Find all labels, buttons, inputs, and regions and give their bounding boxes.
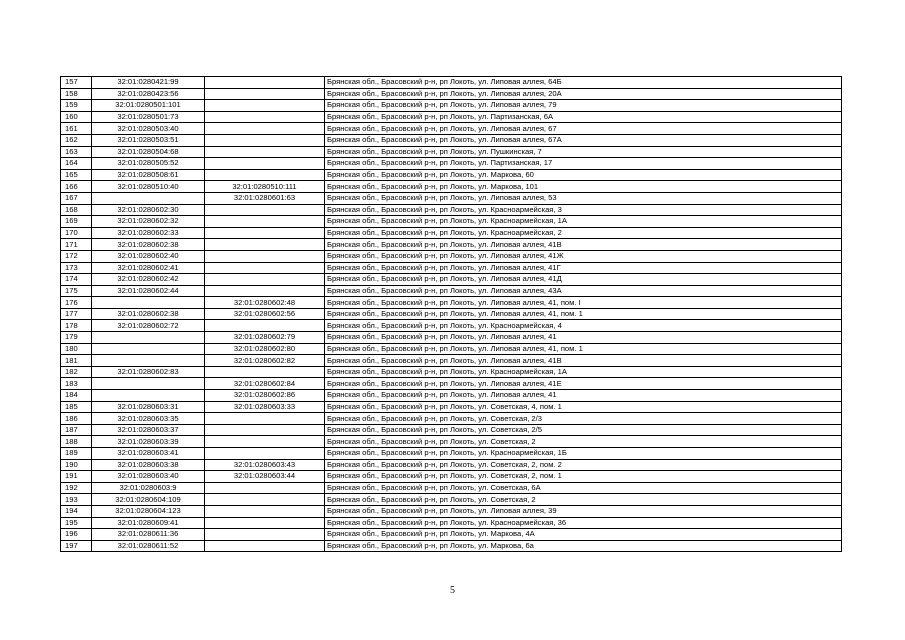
table-row (61, 146, 842, 158)
table-row (61, 134, 842, 146)
row-number-cell: 194 (61, 505, 92, 517)
row-number-cell: 184 (61, 390, 92, 402)
table-row (61, 250, 842, 262)
address-cell: Брянская обл., Брасовский р-н, рп Локоть, ул. Липовая аллея, 43А (325, 285, 842, 297)
row-number-cell: 164 (61, 158, 92, 170)
cadastral-number-cell: 32:01:0280611:52 (92, 540, 205, 552)
related-cadastral-number-cell (205, 216, 325, 228)
table-row (61, 448, 842, 460)
row-number-cell: 166 (61, 181, 92, 193)
cadastral-number-cell: 32:01:0280501:101 (92, 100, 205, 112)
related-cadastral-number-cell (205, 146, 325, 158)
address-cell: Брянская обл., Брасовский р-н, рп Локоть, ул. Липовая аллея, 79 (325, 100, 842, 112)
cadastral-number-cell: 32:01:0280602:30 (92, 204, 205, 216)
address-cell: Брянская обл., Брасовский р-н, рп Локоть, ул. Липовая аллея, 41, пом. 1 (325, 308, 842, 320)
row-number-cell: 159 (61, 100, 92, 112)
related-cadastral-number-cell (205, 239, 325, 251)
row-number-cell: 163 (61, 146, 92, 158)
cadastral-number-cell: 32:01:0280603:41 (92, 448, 205, 460)
table-row (61, 332, 842, 344)
row-number-cell: 165 (61, 169, 92, 181)
table-row (61, 88, 842, 100)
related-cadastral-number-cell (205, 482, 325, 494)
address-cell: Брянская обл., Брасовский р-н, рп Локоть, ул. Липовая аллея, 41Е (325, 378, 842, 390)
related-cadastral-number-cell (205, 158, 325, 170)
table-row (61, 216, 842, 228)
cadastral-number-cell: 32:01:0280501:73 (92, 111, 205, 123)
address-cell: Брянская обл., Брасовский р-н, рп Локоть, ул. Маркова, 6а (325, 540, 842, 552)
row-number-cell: 196 (61, 529, 92, 541)
table-row (61, 505, 842, 517)
table-row (61, 285, 842, 297)
address-cell: Брянская обл., Брасовский р-н, рп Локоть, ул. Советская, 2, пом. 2 (325, 459, 842, 471)
row-number-cell: 186 (61, 413, 92, 425)
table-row (61, 540, 842, 552)
address-cell: Брянская обл., Брасовский р-н, рп Локоть, ул. Липовая аллея, 53 (325, 192, 842, 204)
related-cadastral-number-cell: 32:01:0280603:33 (205, 401, 325, 413)
cadastral-number-cell (92, 390, 205, 402)
address-cell: Брянская обл., Брасовский р-н, рп Локоть, ул. Советская, 2/3 (325, 413, 842, 425)
related-cadastral-number-cell (205, 320, 325, 332)
cadastral-number-cell: 32:01:0280503:40 (92, 123, 205, 135)
cadastral-number-cell: 32:01:0280602:33 (92, 227, 205, 239)
row-number-cell: 162 (61, 134, 92, 146)
address-cell: Брянская обл., Брасовский р-н, рп Локоть, ул. Советская, 4, пом. 1 (325, 401, 842, 413)
cadastral-number-cell: 32:01:0280603:35 (92, 413, 205, 425)
related-cadastral-number-cell: 32:01:0280602:86 (205, 390, 325, 402)
related-cadastral-number-cell (205, 250, 325, 262)
address-cell: Брянская обл., Брасовский р-н, рп Локоть, ул. Липовая аллея, 39 (325, 505, 842, 517)
related-cadastral-number-cell (205, 262, 325, 274)
related-cadastral-number-cell (205, 285, 325, 297)
table-row (61, 111, 842, 123)
address-cell: Брянская обл., Брасовский р-н, рп Локоть, ул. Липовая аллея, 41Д (325, 274, 842, 286)
table-row (61, 204, 842, 216)
related-cadastral-number-cell (205, 448, 325, 460)
address-cell: Брянская обл., Брасовский р-н, рп Локоть, ул. Партизанская, 6А (325, 111, 842, 123)
row-number-cell: 161 (61, 123, 92, 135)
row-number-cell: 197 (61, 540, 92, 552)
cadastral-number-cell: 32:01:0280508:61 (92, 169, 205, 181)
row-number-cell: 185 (61, 401, 92, 413)
related-cadastral-number-cell (205, 100, 325, 112)
related-cadastral-number-cell (205, 529, 325, 541)
cadastral-number-cell: 32:01:0280603:40 (92, 471, 205, 483)
address-cell: Брянская обл., Брасовский р-н, рп Локоть, ул. Липовая аллея, 20А (325, 88, 842, 100)
address-cell: Брянская обл., Брасовский р-н, рп Локоть, ул. Липовая аллея, 41В (325, 239, 842, 251)
address-cell: Брянская обл., Брасовский р-н, рп Локоть, ул. Липовая аллея, 41 (325, 390, 842, 402)
row-number-cell: 176 (61, 297, 92, 309)
table-row (61, 158, 842, 170)
related-cadastral-number-cell: 32:01:0280601:63 (205, 192, 325, 204)
cadastral-number-cell (92, 378, 205, 390)
row-number-cell: 170 (61, 227, 92, 239)
row-number-cell: 174 (61, 274, 92, 286)
table-row (61, 100, 842, 112)
related-cadastral-number-cell: 32:01:0280510:111 (205, 181, 325, 193)
row-number-cell: 191 (61, 471, 92, 483)
table-row (61, 482, 842, 494)
related-cadastral-number-cell (205, 88, 325, 100)
related-cadastral-number-cell (205, 134, 325, 146)
table-row (61, 297, 842, 309)
related-cadastral-number-cell: 32:01:0280602:80 (205, 343, 325, 355)
cadastral-number-cell: 32:01:0280603:39 (92, 436, 205, 448)
row-number-cell: 168 (61, 204, 92, 216)
cadastral-number-cell: 32:01:0280602:83 (92, 366, 205, 378)
address-cell: Брянская обл., Брасовский р-н, рп Локоть, ул. Красноармейская, 1А (325, 216, 842, 228)
row-number-cell: 193 (61, 494, 92, 506)
related-cadastral-number-cell (205, 366, 325, 378)
table-row (61, 424, 842, 436)
address-cell: Брянская обл., Брасовский р-н, рп Локоть, ул. Советская, 6А (325, 482, 842, 494)
cadastral-number-cell: 32:01:0280604:123 (92, 505, 205, 517)
table-row (61, 320, 842, 332)
table-row (61, 494, 842, 506)
table-row (61, 401, 842, 413)
cadastral-number-cell: 32:01:0280611:36 (92, 529, 205, 541)
address-cell: Брянская обл., Брасовский р-н, рп Локоть, ул. Липовая аллея, 64Б (325, 77, 842, 89)
cadastral-number-cell: 32:01:0280602:42 (92, 274, 205, 286)
table-row (61, 390, 842, 402)
row-number-cell: 181 (61, 355, 92, 367)
cadastral-number-cell: 32:01:0280505:52 (92, 158, 205, 170)
cadastral-number-cell (92, 192, 205, 204)
related-cadastral-number-cell (205, 204, 325, 216)
related-cadastral-number-cell (205, 274, 325, 286)
related-cadastral-number-cell (205, 540, 325, 552)
table-row (61, 517, 842, 529)
related-cadastral-number-cell: 32:01:0280602:79 (205, 332, 325, 344)
row-number-cell: 188 (61, 436, 92, 448)
related-cadastral-number-cell (205, 505, 325, 517)
address-cell: Брянская обл., Брасовский р-н, рп Локоть, ул. Советская, 2, пом. 1 (325, 471, 842, 483)
related-cadastral-number-cell (205, 77, 325, 89)
row-number-cell: 172 (61, 250, 92, 262)
related-cadastral-number-cell: 32:01:0280602:48 (205, 297, 325, 309)
cadastral-number-cell: 32:01:0280602:40 (92, 250, 205, 262)
related-cadastral-number-cell (205, 413, 325, 425)
table-body (61, 77, 842, 552)
address-cell: Брянская обл., Брасовский р-н, рп Локоть, ул. Липовая аллея, 41Г (325, 262, 842, 274)
table-row (61, 471, 842, 483)
table-row (61, 355, 842, 367)
row-number-cell: 180 (61, 343, 92, 355)
address-cell: Брянская обл., Брасовский р-н, рп Локоть, ул. Красноармейская, 1А (325, 366, 842, 378)
address-cell: Брянская обл., Брасовский р-н, рп Локоть, ул. Маркова, 60 (325, 169, 842, 181)
cadastral-number-cell: 32:01:0280602:44 (92, 285, 205, 297)
table-row (61, 308, 842, 320)
table-row (61, 413, 842, 425)
address-cell: Брянская обл., Брасовский р-н, рп Локоть, ул. Партизанская, 17 (325, 158, 842, 170)
address-cell: Брянская обл., Брасовский р-н, рп Локоть, ул. Липовая аллея, 41, пом. 1 (325, 343, 842, 355)
related-cadastral-number-cell (205, 424, 325, 436)
related-cadastral-number-cell (205, 111, 325, 123)
address-cell: Брянская обл., Брасовский р-н, рп Локоть, ул. Красноармейская, 36 (325, 517, 842, 529)
address-cell: Брянская обл., Брасовский р-н, рп Локоть, ул. Советская, 2/5 (325, 424, 842, 436)
address-cell: Брянская обл., Брасовский р-н, рп Локоть, ул. Липовая аллея, 67 (325, 123, 842, 135)
related-cadastral-number-cell: 32:01:0280602:84 (205, 378, 325, 390)
table-row (61, 343, 842, 355)
cadastral-number-cell: 32:01:0280602:41 (92, 262, 205, 274)
address-cell: Брянская обл., Брасовский р-н, рп Локоть, ул. Маркова, 4А (325, 529, 842, 541)
address-cell: Брянская обл., Брасовский р-н, рп Локоть, ул. Липовая аллея, 67А (325, 134, 842, 146)
address-cell: Брянская обл., Брасовский р-н, рп Локоть, ул. Советская, 2 (325, 436, 842, 448)
cadastral-table (60, 76, 842, 552)
address-cell: Брянская обл., Брасовский р-н, рп Локоть, ул. Красноармейская, 3 (325, 204, 842, 216)
row-number-cell: 178 (61, 320, 92, 332)
table-row (61, 192, 842, 204)
address-cell: Брянская обл., Брасовский р-н, рп Локоть, ул. Липовая аллея, 41, пом. I (325, 297, 842, 309)
cadastral-number-cell (92, 297, 205, 309)
cadastral-number-cell: 32:01:0280603:37 (92, 424, 205, 436)
cadastral-number-cell: 32:01:0280604:109 (92, 494, 205, 506)
row-number-cell: 171 (61, 239, 92, 251)
cadastral-number-cell: 32:01:0280602:72 (92, 320, 205, 332)
row-number-cell: 157 (61, 77, 92, 89)
row-number-cell: 167 (61, 192, 92, 204)
row-number-cell: 175 (61, 285, 92, 297)
related-cadastral-number-cell: 32:01:0280603:44 (205, 471, 325, 483)
table-row (61, 77, 842, 89)
cadastral-number-cell (92, 343, 205, 355)
row-number-cell: 182 (61, 366, 92, 378)
row-number-cell: 187 (61, 424, 92, 436)
cadastral-number-cell: 32:01:0280602:32 (92, 216, 205, 228)
row-number-cell: 177 (61, 308, 92, 320)
address-cell: Брянская обл., Брасовский р-н, рп Локоть, ул. Липовая аллея, 41В (325, 355, 842, 367)
address-cell: Брянская обл., Брасовский р-н, рп Локоть, ул. Красноармейская, 4 (325, 320, 842, 332)
address-cell: Брянская обл., Брасовский р-н, рп Локоть, ул. Пушкинская, 7 (325, 146, 842, 158)
address-cell: Брянская обл., Брасовский р-н, рп Локоть, ул. Маркова, 101 (325, 181, 842, 193)
table-row (61, 239, 842, 251)
related-cadastral-number-cell (205, 517, 325, 529)
cadastral-number-cell: 32:01:0280504:68 (92, 146, 205, 158)
page-number: 5 (450, 585, 455, 596)
table-row (61, 378, 842, 390)
address-cell: Брянская обл., Брасовский р-н, рп Локоть, ул. Советская, 2 (325, 494, 842, 506)
address-cell: Брянская обл., Брасовский р-н, рп Локоть, ул. Красноармейская, 1Б (325, 448, 842, 460)
related-cadastral-number-cell (205, 169, 325, 181)
cadastral-number-cell: 32:01:0280421:99 (92, 77, 205, 89)
address-cell: Брянская обл., Брасовский р-н, рп Локоть, ул. Липовая аллея, 41 (325, 332, 842, 344)
row-number-cell: 190 (61, 459, 92, 471)
row-number-cell: 173 (61, 262, 92, 274)
related-cadastral-number-cell (205, 494, 325, 506)
table-row (61, 459, 842, 471)
table-row (61, 169, 842, 181)
table-row (61, 262, 842, 274)
related-cadastral-number-cell: 32:01:0280602:56 (205, 308, 325, 320)
related-cadastral-number-cell (205, 227, 325, 239)
row-number-cell: 189 (61, 448, 92, 460)
cadastral-number-cell: 32:01:0280503:51 (92, 134, 205, 146)
row-number-cell: 169 (61, 216, 92, 228)
row-number-cell: 195 (61, 517, 92, 529)
table-row (61, 123, 842, 135)
cadastral-number-cell: 32:01:0280603:38 (92, 459, 205, 471)
cadastral-number-cell (92, 355, 205, 367)
row-number-cell: 179 (61, 332, 92, 344)
row-number-cell: 158 (61, 88, 92, 100)
cadastral-number-cell: 32:01:0280602:38 (92, 239, 205, 251)
cadastral-number-cell: 32:01:0280602:38 (92, 308, 205, 320)
table-row (61, 529, 842, 541)
row-number-cell: 160 (61, 111, 92, 123)
cadastral-number-cell: 32:01:0280603:31 (92, 401, 205, 413)
row-number-cell: 183 (61, 378, 92, 390)
row-number-cell: 192 (61, 482, 92, 494)
table-row (61, 274, 842, 286)
related-cadastral-number-cell (205, 123, 325, 135)
related-cadastral-number-cell: 32:01:0280602:82 (205, 355, 325, 367)
cadastral-number-cell: 32:01:0280510:40 (92, 181, 205, 193)
related-cadastral-number-cell: 32:01:0280603:43 (205, 459, 325, 471)
cadastral-number-cell (92, 332, 205, 344)
cadastral-number-cell: 32:01:0280609:41 (92, 517, 205, 529)
table-row (61, 366, 842, 378)
address-cell: Брянская обл., Брасовский р-н, рп Локоть, ул. Красноармейская, 2 (325, 227, 842, 239)
cadastral-number-cell: 32:01:0280423:56 (92, 88, 205, 100)
table-row (61, 436, 842, 448)
table-row (61, 227, 842, 239)
cadastral-number-cell: 32:01:0280603:9 (92, 482, 205, 494)
address-cell: Брянская обл., Брасовский р-н, рп Локоть, ул. Липовая аллея, 41Ж (325, 250, 842, 262)
table-row (61, 181, 842, 193)
related-cadastral-number-cell (205, 436, 325, 448)
